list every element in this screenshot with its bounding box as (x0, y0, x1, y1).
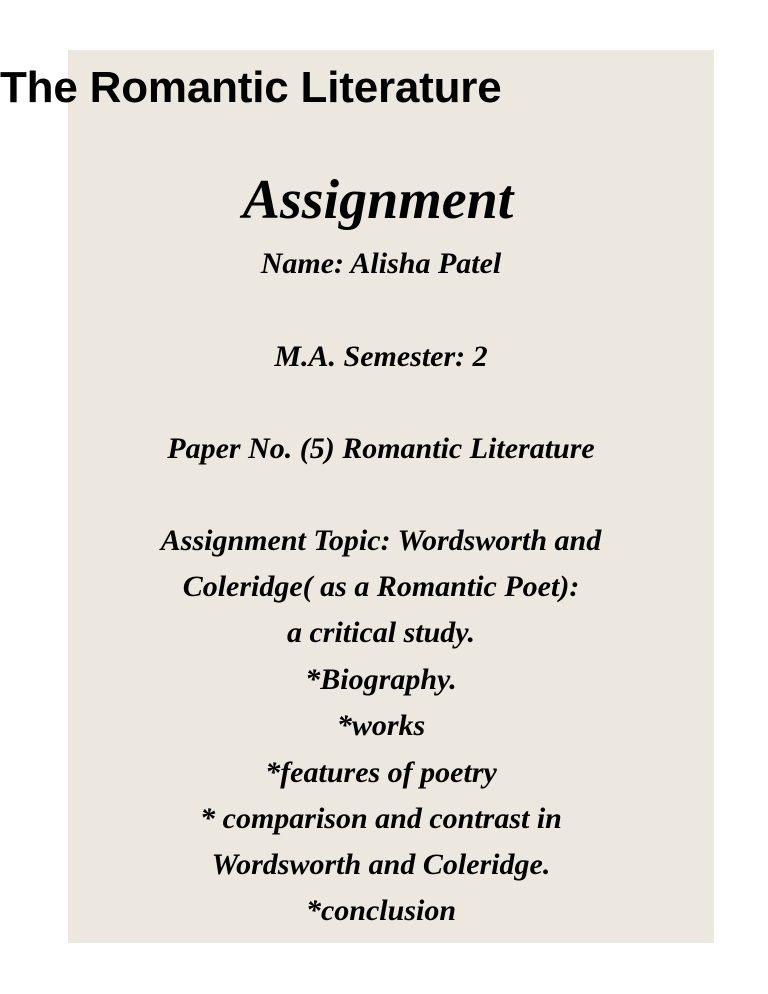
student-name: Name: Alisha Patel (260, 247, 502, 280)
topic-line: a critical study. (286, 616, 476, 649)
topic-line: *features of poetry (265, 756, 497, 789)
topic-line: Coleridge( as a Romantic Poet): (182, 570, 580, 603)
semester-line: M.A. Semester: 2 (274, 340, 488, 373)
topic-line: Wordsworth and Coleridge. (211, 848, 551, 881)
topic-line: *Biography. (305, 663, 457, 696)
page-title: The Romantic Literature (0, 63, 502, 112)
assignment-heading: Assignment (242, 169, 514, 231)
topic-line: *works (336, 709, 426, 742)
topic-line: * comparison and contrast in (200, 802, 562, 835)
topic-line: *conclusion (305, 894, 457, 927)
paper-line: Paper No. (5) Romantic Literature (167, 432, 595, 465)
topic-line: Assignment Topic: Wordsworth and (160, 524, 602, 557)
